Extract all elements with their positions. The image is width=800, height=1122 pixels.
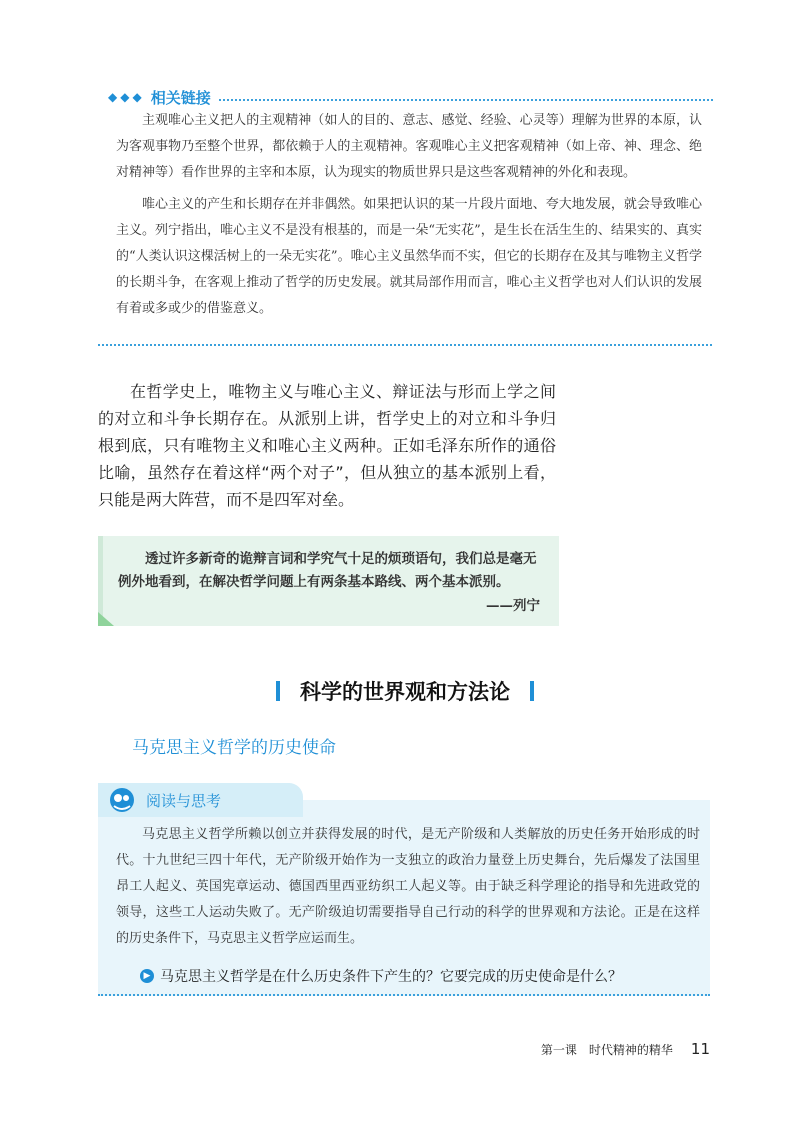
play-arrow-icon: ▶ [140, 969, 154, 983]
dotted-divider [219, 99, 713, 101]
quote-text: 透过许多新奇的诡辩言词和学究气十足的烦琐语句，我们总是毫无例外地看到，在解决哲学问题上有两条基本路线、两个基本派别。 [118, 551, 537, 590]
heading-bar-left [276, 681, 280, 701]
question-item [140, 966, 700, 986]
heading-bar-right [530, 681, 534, 701]
related-link-header [108, 84, 713, 110]
subsection-title: 马克思主义哲学的历史使命 [132, 738, 336, 758]
related-link-paragraph: 主观唯心主义把人的主观精神（如人的目的、意志、感觉、经验、心灵等）理解为世界的本原，认为客观事物乃至整个世界，都依赖于人的主观精神。客观唯心主义把客观精神（如上帝、神、理念、绝对精神等）看作世界的主宰和本原，认为现实的物质世界只是这些客观精神的外化和表现。 [116, 113, 702, 180]
related-link-paragraph: 唯心主义的产生和长期存在并非偶然。如果把认识的某一片段片面地、夸大地发展，就会导致唯心主义。列宁指出，唯心主义不是没有根基的，而是一朵“无实花”，是生长在活生生的、结果实的、真实的“人类认识这棵活树上的一朵无实花”。唯心主义虽然华而不实，但它的长期存在及其与唯物主义哲学的长期斗争，在客观上推动了哲学的历史发展。就其局部作用而言，唯心主义哲学也对人们认识的发展有着或多或少的借鉴意义。 [116, 197, 702, 316]
reading-body: 马克思主义哲学所赖以创立并获得发展的时代，是无产阶级和人类解放的历史任务开始形成的时代。十九世纪三四十年代，无产阶级开始作为一支独立的政治力量登上历史舞台，先后爆发了法国里昂工人起义、英国宪章运动、德国西里西亚纺织工人起义等。由于缺乏科学理论的指导和先进政党的领导，这些工人运动失败了。无产阶级迫切需要指导自己行动的科学的世界观和方法论。正是在这样的历史条件下，马克思主义哲学应运而生。 [116, 827, 700, 946]
diamond-icon: ◆◆◆ [108, 90, 145, 104]
section-title: 科学的世界观和方法论 [300, 680, 510, 704]
page-number: 11 [690, 1040, 710, 1058]
section-heading [255, 676, 555, 706]
footer-chapter-label: 第一课 时代精神的精华 [540, 1043, 673, 1057]
dotted-divider [98, 344, 712, 346]
page-footer [530, 1040, 710, 1058]
reading-title: 阅读与思考 [146, 791, 222, 810]
related-link-title: 相关链接 [150, 88, 211, 107]
reading-tab [98, 783, 303, 817]
question-text: 马克思主义哲学是在什么历史条件下产生的？它要完成的历史使命是什么？ [160, 969, 622, 985]
main-paragraph: 在哲学史上，唯物主义与唯心主义、辩证法与形而上学之间的对立和斗争长期存在。从派别上讲，哲学史上的对立和斗争归根到底，只有唯物主义和唯心主义两种。正如毛泽东所作的通俗比喻，虽然存在着这样“两个对子”，但从独立的基本派别上看，只能是两大阵营，而不是四军对垒。 [98, 382, 556, 509]
quote-author: ——列宁 [486, 598, 540, 614]
quote-corner-decoration [98, 612, 114, 626]
reading-icon [108, 786, 136, 814]
related-link-body [116, 108, 702, 328]
